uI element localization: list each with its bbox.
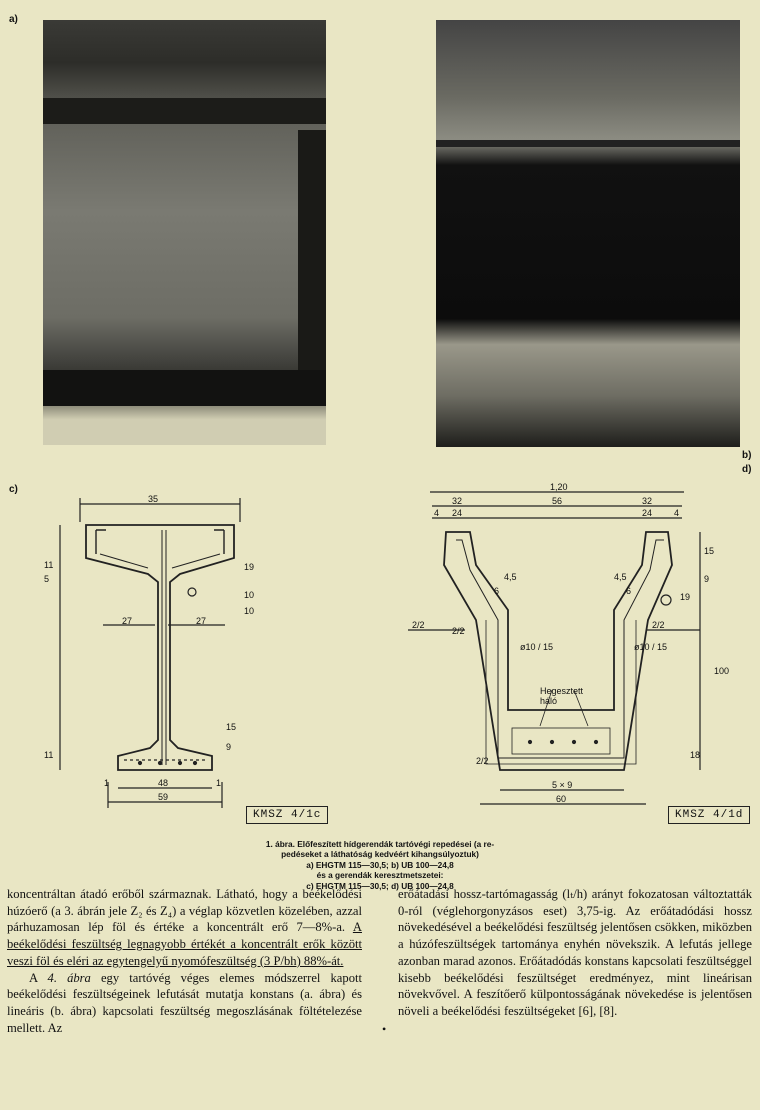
right-paragraph: erőátadási hossz-tartómagasság (lₜ/h) arányt fokozatosan változtatták 0-ról (véglehorgonyzásos eset) 3,75-ig. Az erőátadódási hossz növekedésével a beékelődési feszültség jelentősen csökken, miközben a húzófeszültségek tartománya enyhén növekszik. A lefutás jellege azonban marad azonos. Erőátadódás konstans kapcsolati feszültséggel kisebb beékelődési feszültséget eredményez, mint lineárisan növekvővel. A feszítőerő külpontosságának növekedése is jelentősen növeli a beékelődési feszültségeket [6], [8].	[398, 887, 752, 1018]
dim-d-9: 9	[704, 574, 710, 584]
dim-d-left32: 32	[452, 496, 463, 506]
dim-c-bottom-inner: 48	[158, 778, 169, 788]
dim-d-left24: 24	[452, 508, 463, 518]
margin-mark: •	[382, 1022, 387, 1036]
figure-caption	[200, 839, 560, 891]
dim-c-10: 1	[216, 778, 222, 788]
label-b: b)	[742, 450, 752, 461]
left-paragraph-1	[7, 886, 362, 970]
dim-d-212c: 2/2	[652, 620, 665, 630]
left-p1-text: koncentráltan átadó erőből származnak. Látható, hogy a beékelődési húzóerő (a 3. ábrán jele Z₂ és Z₄) a véglap közvetlen közelében, azzal párhuzamosan lép föl és értéke a koncentrált erő 7—8%-a.	[7, 887, 362, 935]
dim-d-19: 19	[680, 592, 691, 602]
dim-c-7: 9	[226, 742, 232, 752]
dim-c-bottom-outer: 59	[158, 792, 169, 802]
dim-d-total: 1,20	[550, 482, 568, 492]
dim-c-web-left: 27	[122, 616, 133, 626]
dim-c-4: 19	[244, 562, 255, 572]
dim-d-100: 100	[714, 666, 730, 676]
callout-welded-mesh: Hegesztett háló	[540, 686, 584, 706]
dim-c-8: 15	[226, 722, 237, 732]
left-column	[7, 886, 362, 1036]
dim-d-6: 6	[494, 586, 500, 596]
dim-d-phi-right: ø10 / 15	[634, 642, 668, 652]
dim-d-left4: 4	[434, 508, 440, 518]
photo-a-top-edge	[43, 98, 326, 124]
dim-d-inner: 56	[552, 496, 563, 506]
left-p2-figure-ref: 4. ábra	[47, 970, 91, 985]
cross-section-figure	[0, 470, 760, 830]
dim-d-212b: 2/2	[452, 626, 465, 636]
dim-c-9: 1	[104, 778, 110, 788]
caption-line-3: a) EHGTM 115—30,5; b) UB 100—24,8	[306, 859, 454, 870]
dim-d-phi-left: ø10 / 15	[520, 642, 554, 652]
dim-c-3: 11	[44, 750, 54, 760]
dim-d-bottom-total: 60	[556, 794, 567, 804]
dim-d-6b: 6	[626, 586, 632, 596]
caption-line-4: és a gerendák keresztmetszetei:	[316, 870, 444, 881]
photo-a	[43, 20, 326, 445]
label-a: a)	[9, 14, 18, 25]
right-column	[398, 886, 752, 1020]
caption-line-2: pedéseket a láthatóság kedvéért kihangsúlyoztuk)	[281, 849, 479, 860]
dim-d-212a: 2/2	[412, 620, 425, 630]
photo-a-base	[43, 370, 326, 406]
dim-c-web-right: 27	[196, 616, 207, 626]
label-d: d)	[742, 464, 752, 475]
dim-d-right4: 4	[674, 508, 680, 518]
stamp-c: KMSZ 4/1c	[246, 806, 328, 824]
caption-line-1: 1. ábra. Előfeszített hídgerendák tartóvégi repedései (a re-	[265, 839, 495, 849]
dim-d-45: 4,5	[504, 572, 517, 582]
dim-c-6: 10	[244, 606, 255, 616]
dim-d-15: 15	[704, 546, 715, 556]
dim-c-5: 10	[244, 590, 255, 600]
left-p2-rest: egy tartóvég véges elemes módszerrel kapott beékelődési feszültségeinek lefutását mutatja konstans (a. ábra) és lineáris (b. ábra) kapcsolati feszültség megoszlásának föltételezése mellett. Az	[7, 970, 362, 1035]
dim-c-2: 5	[44, 574, 50, 584]
left-paragraph-2	[7, 970, 362, 1037]
dim-c-top: 35	[148, 494, 159, 504]
dim-d-right24: 24	[642, 508, 653, 518]
caption-line-5: c) EHGTM 115—30,5; d) UB 100—24,8	[306, 880, 454, 891]
photo-b-crack	[436, 140, 740, 147]
dim-d-45b: 4,5	[614, 572, 627, 582]
stamp-d: KMSZ 4/1d	[668, 806, 750, 824]
drawing-c	[60, 498, 240, 808]
photo-b	[436, 20, 740, 447]
label-c: c)	[9, 484, 18, 495]
dim-d-212d: 2/2	[476, 756, 489, 766]
dim-c-1: 11	[44, 560, 54, 570]
left-p1-underlined: A beékelődési feszültség legnagyobb értékét a koncentrált erők között veszi föl és eléri az egytengelyű nyomófeszültség (3 P/bh) 88%-át.	[7, 920, 362, 968]
left-p2-start: A	[29, 970, 48, 985]
photo-a-side	[298, 130, 326, 370]
dim-d-right32: 32	[642, 496, 653, 506]
dim-d-bottom: 5 × 9	[552, 780, 573, 790]
dim-d-18: 18	[690, 750, 701, 760]
